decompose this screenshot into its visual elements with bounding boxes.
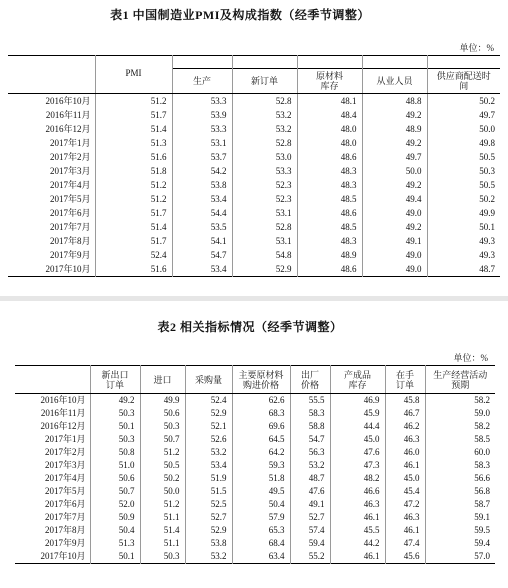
row-period: 2017年5月 — [44, 486, 86, 496]
table-cell: 50.3 — [427, 164, 500, 178]
table-cell: 56.6 — [425, 472, 495, 485]
table-cell: 46.1 — [330, 550, 385, 564]
row-period: 2017年6月 — [44, 499, 86, 509]
table-row — [8, 136, 500, 150]
table-cell: 62.6 — [232, 394, 290, 408]
table-row — [15, 485, 495, 498]
section-divider — [0, 296, 508, 301]
table-cell: 59.4 — [425, 537, 495, 550]
table-cell: 50.2 — [427, 94, 500, 109]
table-cell: 52.4 — [185, 394, 232, 408]
table-cell: 49.0 — [362, 248, 427, 262]
table-cell: 52.9 — [232, 262, 297, 277]
table-cell: 59.0 — [425, 407, 495, 420]
table-cell: 49.3 — [427, 234, 500, 248]
table-row — [15, 524, 495, 537]
table-cell: 48.6 — [297, 150, 362, 164]
table-row — [8, 192, 500, 206]
table-cell: 48.0 — [297, 122, 362, 136]
table-cell: 48.7 — [427, 262, 500, 277]
table-cell: 51.1 — [140, 537, 185, 550]
table-cell: 59.3 — [232, 459, 290, 472]
table-row — [15, 407, 495, 420]
table-cell: 52.1 — [185, 420, 232, 433]
table-cell: 49.2 — [90, 394, 140, 408]
header-corner — [8, 56, 95, 94]
table-cell: 53.2 — [232, 122, 297, 136]
table-cell: 46.7 — [385, 407, 425, 420]
table-row — [8, 220, 500, 234]
table-cell: 49.9 — [427, 206, 500, 220]
table-cell: 51.8 — [232, 472, 290, 485]
column-header: 在手 订单 — [385, 366, 425, 394]
table-cell: 51.0 — [90, 459, 140, 472]
table-cell: 52.3 — [232, 178, 297, 192]
table-cell: 52.8 — [232, 94, 297, 109]
table-cell: 51.4 — [95, 122, 172, 136]
table-cell: 54.7 — [290, 433, 330, 446]
table-cell: 48.0 — [297, 136, 362, 150]
column-header: 从业人员 — [362, 56, 427, 94]
table-row — [8, 248, 500, 262]
table-cell: 51.8 — [95, 164, 172, 178]
row-period: 2016年10月 — [45, 96, 91, 106]
table-row — [8, 206, 500, 220]
table-cell: 46.1 — [385, 459, 425, 472]
table-cell: 52.5 — [185, 498, 232, 511]
table-cell: 55.2 — [290, 550, 330, 564]
row-period: 2017年3月 — [44, 460, 86, 470]
table-row — [15, 511, 495, 524]
table-cell: 50.6 — [140, 407, 185, 420]
column-header: 原材料 库存 — [297, 56, 362, 94]
table-cell: 58.3 — [425, 459, 495, 472]
table-cell: 50.9 — [90, 511, 140, 524]
table-cell: 45.9 — [330, 407, 385, 420]
row-period: 2017年10月 — [40, 551, 86, 561]
table-cell: 56.3 — [290, 446, 330, 459]
table-cell: 49.1 — [290, 498, 330, 511]
row-period: 2017年4月 — [44, 473, 86, 483]
table-cell: 46.3 — [385, 433, 425, 446]
table-row — [8, 262, 500, 277]
table-cell: 46.6 — [330, 485, 385, 498]
table-cell: 53.1 — [232, 234, 297, 248]
table-cell: 57.0 — [425, 550, 495, 564]
table-cell: 53.4 — [172, 262, 232, 277]
table-cell: 49.0 — [362, 262, 427, 277]
table-cell: 50.7 — [140, 433, 185, 446]
table-cell: 50.5 — [140, 459, 185, 472]
table-cell: 47.3 — [330, 459, 385, 472]
row-period: 2016年12月 — [45, 124, 91, 134]
table-cell: 47.4 — [385, 537, 425, 550]
table-cell: 59.1 — [425, 511, 495, 524]
column-header: 生产经营活动 预期 — [425, 366, 495, 394]
table-cell: 58.5 — [425, 433, 495, 446]
table-cell: 50.1 — [90, 550, 140, 564]
row-period: 2017年2月 — [49, 152, 91, 162]
table-cell: 53.3 — [172, 94, 232, 109]
table-cell: 45.4 — [385, 485, 425, 498]
table1-title: 表1 中国制造业PMI及构成指数（经季节调整） — [110, 8, 370, 22]
column-header: 产成品 库存 — [330, 366, 385, 394]
table-cell: 63.4 — [232, 550, 290, 564]
table-cell: 52.7 — [185, 511, 232, 524]
table-cell: 56.8 — [425, 485, 495, 498]
table-cell: 65.3 — [232, 524, 290, 537]
column-header: 出厂 价格 — [290, 366, 330, 394]
table-cell: 68.3 — [232, 407, 290, 420]
table-cell: 51.6 — [95, 150, 172, 164]
row-period: 2017年4月 — [49, 180, 91, 190]
table-cell: 52.6 — [185, 433, 232, 446]
pmi-table — [8, 55, 500, 277]
table-cell: 50.1 — [90, 420, 140, 433]
table-cell: 51.2 — [140, 446, 185, 459]
table-cell: 49.9 — [140, 394, 185, 408]
table-cell: 52.9 — [185, 524, 232, 537]
table-cell: 59.5 — [425, 524, 495, 537]
table-cell: 64.5 — [232, 433, 290, 446]
table-cell: 50.8 — [90, 446, 140, 459]
table-cell: 47.6 — [290, 485, 330, 498]
table-cell: 60.0 — [425, 446, 495, 459]
table-cell: 53.8 — [172, 178, 232, 192]
table-cell: 49.2 — [362, 108, 427, 122]
table-cell: 51.2 — [140, 498, 185, 511]
table-row — [8, 94, 500, 109]
table-cell: 50.6 — [90, 472, 140, 485]
table-cell: 68.4 — [232, 537, 290, 550]
row-period: 2017年5月 — [49, 194, 91, 204]
table-cell: 51.2 — [95, 192, 172, 206]
row-period: 2017年8月 — [44, 525, 86, 535]
table-header-row — [15, 366, 495, 394]
table-cell: 52.8 — [232, 136, 297, 150]
table-cell: 50.2 — [140, 472, 185, 485]
table-row — [15, 550, 495, 564]
table-cell: 51.3 — [90, 537, 140, 550]
table-cell: 47.2 — [385, 498, 425, 511]
table-cell: 53.1 — [172, 136, 232, 150]
table-cell: 51.2 — [95, 178, 172, 192]
row-period: 2017年7月 — [44, 512, 86, 522]
table-cell: 53.2 — [185, 446, 232, 459]
table-row — [15, 498, 495, 511]
table-cell: 58.3 — [290, 407, 330, 420]
row-period: 2017年7月 — [49, 222, 91, 232]
row-period: 2016年11月 — [45, 110, 91, 120]
table-cell: 48.1 — [297, 94, 362, 109]
table-row — [15, 446, 495, 459]
table-cell: 58.8 — [290, 420, 330, 433]
table-cell: 50.4 — [232, 498, 290, 511]
table-cell: 46.2 — [385, 420, 425, 433]
table1-unit: 单位：% — [459, 43, 494, 53]
row-period: 2017年10月 — [45, 264, 91, 274]
column-header: 进口 — [140, 366, 185, 394]
table-row — [15, 394, 495, 408]
table-cell: 45.0 — [385, 472, 425, 485]
table-cell: 58.2 — [425, 394, 495, 408]
table-cell: 46.1 — [330, 511, 385, 524]
table-cell: 50.1 — [427, 220, 500, 234]
table-cell: 52.3 — [232, 192, 297, 206]
table-cell: 50.0 — [427, 122, 500, 136]
row-period: 2016年10月 — [40, 395, 86, 405]
table-cell: 58.7 — [425, 498, 495, 511]
table-cell: 50.4 — [90, 524, 140, 537]
column-header: 采购量 — [185, 366, 232, 394]
table-cell: 51.1 — [140, 511, 185, 524]
table-cell: 48.2 — [330, 472, 385, 485]
table-cell: 49.7 — [362, 150, 427, 164]
table-cell: 48.6 — [297, 262, 362, 277]
table-row — [8, 108, 500, 122]
row-period: 2017年6月 — [49, 208, 91, 218]
table-cell: 53.3 — [232, 164, 297, 178]
table-cell: 49.1 — [362, 234, 427, 248]
table-cell: 50.5 — [427, 178, 500, 192]
table-cell: 49.5 — [232, 485, 290, 498]
table-cell: 50.3 — [140, 420, 185, 433]
related-indicators-table — [15, 365, 495, 564]
table-cell: 64.2 — [232, 446, 290, 459]
table-row — [8, 234, 500, 248]
table-cell: 51.3 — [95, 136, 172, 150]
table-cell: 44.2 — [330, 537, 385, 550]
table-cell: 45.5 — [330, 524, 385, 537]
table-cell: 50.3 — [140, 550, 185, 564]
column-header: 新订单 — [232, 56, 297, 94]
table-cell: 48.3 — [297, 234, 362, 248]
table-cell: 53.8 — [185, 537, 232, 550]
table-cell: 49.2 — [362, 136, 427, 150]
table-cell: 47.6 — [330, 446, 385, 459]
table-cell: 54.4 — [172, 206, 232, 220]
table-row — [8, 178, 500, 192]
table-cell: 53.7 — [172, 150, 232, 164]
table-cell: 53.5 — [172, 220, 232, 234]
table-cell: 46.9 — [330, 394, 385, 408]
row-period: 2016年12月 — [40, 421, 86, 431]
table-cell: 51.2 — [95, 94, 172, 109]
table-cell: 46.1 — [385, 524, 425, 537]
table-row — [15, 459, 495, 472]
table-row — [15, 420, 495, 433]
table-cell: 44.4 — [330, 420, 385, 433]
column-header: PMI — [95, 56, 172, 94]
table-cell: 50.0 — [362, 164, 427, 178]
table-cell: 54.2 — [172, 164, 232, 178]
header-corner — [15, 366, 90, 394]
table-cell: 54.1 — [172, 234, 232, 248]
table-cell: 49.3 — [427, 248, 500, 262]
table-row — [15, 537, 495, 550]
table-cell: 69.6 — [232, 420, 290, 433]
row-period: 2017年1月 — [49, 138, 91, 148]
table-cell: 48.3 — [297, 164, 362, 178]
row-period: 2017年1月 — [44, 434, 86, 444]
table-cell: 53.2 — [185, 550, 232, 564]
table-cell: 52.0 — [90, 498, 140, 511]
table-cell: 49.8 — [427, 136, 500, 150]
column-header: 新出口 订单 — [90, 366, 140, 394]
table-row — [8, 122, 500, 136]
table-cell: 50.3 — [90, 433, 140, 446]
table-cell: 45.6 — [385, 550, 425, 564]
table-cell: 49.7 — [427, 108, 500, 122]
table-cell: 48.6 — [297, 206, 362, 220]
table-cell: 50.5 — [427, 150, 500, 164]
table-cell: 45.8 — [385, 394, 425, 408]
table-cell: 53.9 — [172, 108, 232, 122]
table-cell: 53.2 — [290, 459, 330, 472]
table-cell: 50.3 — [90, 407, 140, 420]
table-row — [8, 164, 500, 178]
table-cell: 52.4 — [95, 248, 172, 262]
table-cell: 53.4 — [185, 459, 232, 472]
table-cell: 48.8 — [362, 94, 427, 109]
table-cell: 50.2 — [427, 192, 500, 206]
table-cell: 48.3 — [297, 178, 362, 192]
table-cell: 59.4 — [290, 537, 330, 550]
table-cell: 46.0 — [385, 446, 425, 459]
table-cell: 51.5 — [185, 485, 232, 498]
table-cell: 50.7 — [90, 485, 140, 498]
table-cell: 49.2 — [362, 220, 427, 234]
column-header: 生产 — [172, 56, 232, 94]
table-header-row — [8, 56, 500, 94]
table-cell: 58.2 — [425, 420, 495, 433]
table-cell: 51.7 — [95, 234, 172, 248]
table-row — [15, 433, 495, 446]
table-cell: 57.4 — [290, 524, 330, 537]
table-cell: 51.7 — [95, 206, 172, 220]
row-period: 2017年9月 — [49, 250, 91, 260]
table-cell: 54.7 — [172, 248, 232, 262]
table-row — [8, 150, 500, 164]
table-cell: 46.3 — [330, 498, 385, 511]
table-cell: 48.5 — [297, 220, 362, 234]
table-cell: 48.7 — [290, 472, 330, 485]
table-cell: 51.4 — [95, 220, 172, 234]
table-cell: 52.7 — [290, 511, 330, 524]
table-cell: 53.3 — [172, 122, 232, 136]
table-cell: 49.4 — [362, 192, 427, 206]
row-period: 2017年2月 — [44, 447, 86, 457]
table-cell: 46.3 — [385, 511, 425, 524]
table2-unit: 单位：% — [453, 353, 488, 363]
table-cell: 54.8 — [232, 248, 297, 262]
table-cell: 48.5 — [297, 192, 362, 206]
table-cell: 48.4 — [297, 108, 362, 122]
table-cell: 52.8 — [232, 220, 297, 234]
table-cell: 51.6 — [95, 262, 172, 277]
table-row — [15, 472, 495, 485]
row-period: 2017年8月 — [49, 236, 91, 246]
table-cell: 53.2 — [232, 108, 297, 122]
table2-title: 表2 相关指标情况（经季节调整） — [157, 320, 343, 334]
table-cell: 51.4 — [140, 524, 185, 537]
row-period: 2016年11月 — [40, 408, 86, 418]
table-cell: 48.9 — [362, 122, 427, 136]
column-header: 供应商配送时 间 — [427, 56, 500, 94]
table-cell: 48.9 — [297, 248, 362, 262]
row-period: 2017年9月 — [44, 538, 86, 548]
table-cell: 57.9 — [232, 511, 290, 524]
column-header: 主要原材料 购进价格 — [232, 366, 290, 394]
table-cell: 53.1 — [232, 206, 297, 220]
table-cell: 52.9 — [185, 407, 232, 420]
table-cell: 51.9 — [185, 472, 232, 485]
row-period: 2017年3月 — [49, 166, 91, 176]
table-cell: 51.7 — [95, 108, 172, 122]
table-cell: 50.0 — [140, 485, 185, 498]
table-cell: 45.0 — [330, 433, 385, 446]
table-cell: 49.0 — [362, 206, 427, 220]
table-cell: 49.2 — [362, 178, 427, 192]
table-cell: 53.0 — [232, 150, 297, 164]
table-cell: 53.4 — [172, 192, 232, 206]
table-cell: 55.5 — [290, 394, 330, 408]
